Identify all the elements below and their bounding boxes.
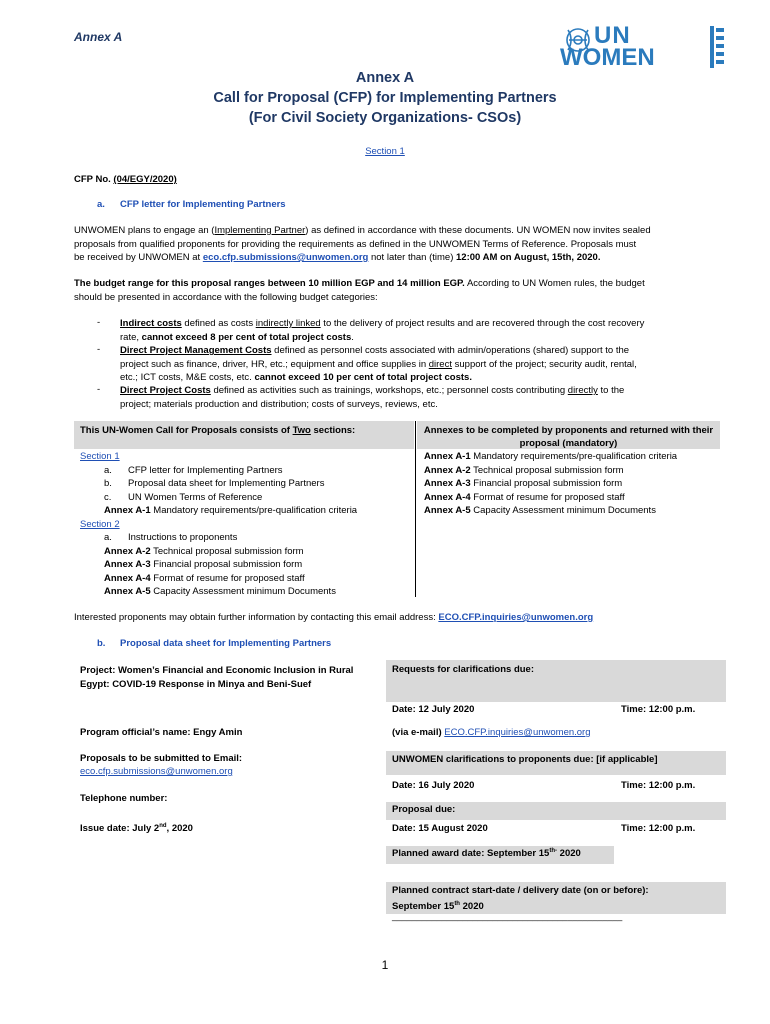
annex-text: Financial proposal submission form <box>150 559 303 570</box>
left-head-text: This UN-Women Call for Proposals consists of <box>80 425 293 436</box>
annex-text: Mandatory requirements/pre-qualification criteria <box>470 451 678 462</box>
project-line-1: Project: Women’s Financial and Economic Inclusion in Rural <box>80 665 354 676</box>
clarifications-label: Requests for clarifications due: <box>392 664 535 675</box>
annex-text: Capacity Assessment minimum Documents <box>150 586 336 597</box>
item-text: Proposal data sheet for Implementing Partners <box>128 478 325 489</box>
bullet-text: etc.; ICT costs, M&E costs, etc. <box>120 372 255 383</box>
bullet-underlined: indirectly linked <box>255 318 321 329</box>
annex-text: Technical proposal submission form <box>150 545 304 557</box>
via-email-line <box>392 727 591 738</box>
bullet-bold: cannot exceed 10 per cent of total project costs. <box>254 372 472 383</box>
document-title <box>0 68 770 128</box>
contract-date-year: 2020 <box>459 900 484 912</box>
intro-implementing-partner: Implementing Partner <box>214 225 306 236</box>
via-email-link[interactable]: ECO.CFP.inquiries@unwomen.org <box>444 727 591 738</box>
annex-text: Technical proposal submission form <box>470 464 624 476</box>
left-head-two: Two <box>292 425 311 436</box>
bullet-dash: - <box>97 317 101 328</box>
bullet-text: . <box>351 331 354 343</box>
annex-text: Format of resume for proposed staff <box>470 491 625 503</box>
contract-date-text: September 15 <box>392 900 455 912</box>
title-line-3: (For Civil Society Organizations- CSOs) <box>248 110 522 126</box>
annex-label: Annex A-4 <box>424 491 471 503</box>
left-head-end: sections: <box>310 425 356 436</box>
annex-label: Annex A-2 <box>104 545 151 557</box>
item-letter: b. <box>104 478 112 489</box>
bullet-title: Direct Project Management Costs <box>120 345 272 356</box>
heading-b-text: Proposal data sheet for Implementing Partners <box>120 638 332 649</box>
sections-table-left-body <box>80 450 412 599</box>
annex-label: Annex A-3 <box>424 478 471 489</box>
budget-paragraph <box>74 277 704 304</box>
award-date-sup: th- <box>549 848 558 854</box>
budget-line-2: should be presented in accordance with the following budget categories: <box>74 291 378 303</box>
bullet-text: defined as activities such as trainings, workshops, etc.; personnel costs contributing <box>210 385 568 396</box>
header-annex-label: Annex A <box>74 30 123 44</box>
via-email-label: (via e-mail) <box>392 727 445 738</box>
bullet-text: rate, <box>120 331 142 343</box>
annex-label: Annex A-4 <box>104 572 151 584</box>
bullet-text: to the <box>597 385 625 396</box>
inquiries-text: Interested proponents may obtain further information by contacting this email address: <box>74 612 439 623</box>
page-number: 1 <box>381 958 389 972</box>
heading-a-letter: a. <box>97 199 105 210</box>
proposal-due-date: Date: 15 August 2020 <box>392 823 488 834</box>
project-line-2: Egypt: COVID-19 Response in Minya and Beni-Suef <box>80 678 312 690</box>
submit-email-link[interactable]: eco.cfp.submissions@unwomen.org <box>80 766 233 777</box>
submit-label: Proposals to be submitted to Email: <box>80 753 243 764</box>
issue-date <box>80 823 193 834</box>
issue-date-text: Issue date: July 2 <box>80 823 160 835</box>
intro-text-1: UNWOMEN plans to engage an ( <box>74 225 215 236</box>
item-letter: c. <box>104 491 112 503</box>
table-section-1-link[interactable]: Section 1 <box>80 451 120 462</box>
bullet-indirect-costs <box>120 317 698 344</box>
inquiries-email-link[interactable]: ECO.CFP.inquiries@unwomen.org <box>438 612 594 623</box>
annex-label: Annex A-5 <box>424 505 471 516</box>
intro-text-2: ) as defined in accordance with these documents. UN WOMEN now invites sealed <box>305 225 651 236</box>
section-1-heading <box>0 146 770 157</box>
sections-table-right-body <box>424 450 720 518</box>
award-date <box>386 846 614 861</box>
telephone-label: Telephone number: <box>80 793 168 804</box>
bullet-text: defined as costs <box>181 318 256 329</box>
annex-text: Mandatory requirements/pre-qualification criteria <box>150 505 358 516</box>
bullet-title: Direct Project Costs <box>120 385 211 396</box>
item-text: CFP letter for Implementing Partners <box>128 464 283 476</box>
intro-deadline: 12:00 AM on August, 15th, 2020. <box>456 252 601 263</box>
annex-label: Annex A-5 <box>104 586 151 597</box>
annex-label: Annex A-2 <box>424 464 471 476</box>
proposal-due-box <box>386 802 726 820</box>
contract-date-box <box>386 882 726 914</box>
annex-label: Annex A-3 <box>104 559 151 570</box>
clarifications-time: Time: 12:00 p.m. <box>621 704 696 715</box>
uw-clarifications-time: Time: 12:00 p.m. <box>621 780 696 791</box>
intro-line-3a: be received by UNWOMEN at <box>74 252 203 263</box>
bullet-dash: - <box>97 344 101 355</box>
proposal-due-label: Proposal due: <box>392 804 456 815</box>
item-text: UN Women Terms of Reference <box>128 491 263 503</box>
logo-un-text: UN <box>594 22 631 49</box>
uw-clarifications-date: Date: 16 July 2020 <box>392 780 475 791</box>
sections-table-right-header: Annexes to be completed by proponents and returned with their proposal (mandatory) <box>417 421 720 449</box>
project-title <box>80 664 380 691</box>
uw-clarifications-box <box>386 751 726 775</box>
logo-women-text: WOMEN <box>560 44 655 71</box>
submission-email-link[interactable]: eco.cfp.submissions@unwomen.org <box>202 252 369 263</box>
budget-rest: According to UN Women rules, the budget <box>464 278 645 289</box>
item-text: Instructions to proponents <box>128 532 238 543</box>
cfp-number-value: (04/EGY/2020) <box>113 174 177 185</box>
annex-text: Format of resume for proposed staff <box>150 572 305 584</box>
annex-text: Financial proposal submission form <box>470 478 623 489</box>
award-date-text: Planned award date: September 15 <box>392 848 550 860</box>
cfp-number <box>74 174 177 185</box>
inquiries-line <box>74 612 734 623</box>
budget-range: The budget range for this proposal ranges between 10 million EGP and 14 million EGP. <box>74 278 465 289</box>
table-section-2-link[interactable]: Section 2 <box>80 518 120 530</box>
uw-clarifications-label: UNWOMEN clarifications to proponents due: [if applicable] <box>392 754 658 765</box>
bullet-direct-project-costs <box>120 384 698 411</box>
table-divider <box>415 421 416 597</box>
signature-underline: ______________________________________________ <box>392 911 623 921</box>
contract-date-sup: th <box>454 900 460 907</box>
cfp-number-label: CFP No. <box>74 174 114 185</box>
award-date-box <box>386 846 614 864</box>
bullet-text: defined as personnel costs associated with admin/operations (shared) support to the <box>271 345 630 356</box>
clarifications-box <box>386 660 726 702</box>
bullet-text: support of the project; security audit, rental, <box>451 358 637 370</box>
contract-line-1: Planned contract start-date / delivery date (on or before): <box>392 885 649 896</box>
proposal-due-time: Time: 12:00 p.m. <box>621 823 696 834</box>
heading-b-letter: b. <box>97 638 106 649</box>
item-letter: a. <box>104 532 112 543</box>
intro-paragraph <box>74 224 704 265</box>
bullet-underlined: direct <box>428 358 452 370</box>
issue-date-sup: nd <box>159 823 167 829</box>
intro-line-3b: not later than (time) <box>368 252 456 263</box>
title-line-2: Call for Proposal (CFP) for Implementing Partners <box>213 90 557 106</box>
clarifications-date: Date: 12 July 2020 <box>392 704 475 715</box>
section-1-link[interactable]: Section 1 <box>365 146 405 157</box>
sections-table-left-header <box>74 421 414 449</box>
bullet-title: Indirect costs <box>120 318 182 329</box>
title-line-1: Annex A <box>355 70 415 86</box>
bullet-text: project; materials production and distribution; costs of surveys, reviews, etc. <box>120 398 438 410</box>
item-letter: a. <box>104 464 112 476</box>
bullet-dash: - <box>97 384 101 395</box>
bullet-direct-management-costs <box>120 344 698 385</box>
heading-a-text: CFP letter for Implementing Partners <box>120 199 286 210</box>
annex-label: Annex A-1 <box>424 451 471 462</box>
award-date-year: 2020 <box>557 848 581 860</box>
bullet-text: project such as finance, driver, HR, etc.; equipment and office supplies in <box>120 358 429 370</box>
annex-text: Capacity Assessment minimum Documents <box>470 505 656 516</box>
annex-label: Annex A-1 <box>104 505 151 516</box>
bullet-bold: cannot exceed 8 per cent of total project costs <box>141 331 352 343</box>
bullet-text: to the delivery of project results and are recovered through the cost recovery <box>320 318 645 329</box>
un-women-logo <box>560 24 728 70</box>
issue-date-year: , 2020 <box>166 823 193 835</box>
intro-line-2: proposals from qualified proponents for providing the requirements as defined in the UNWOMEN Terms of Reference. Proposals must <box>74 238 637 250</box>
program-official: Program official’s name: Engy Amin <box>80 727 243 738</box>
bullet-underlined: directly <box>567 385 598 396</box>
